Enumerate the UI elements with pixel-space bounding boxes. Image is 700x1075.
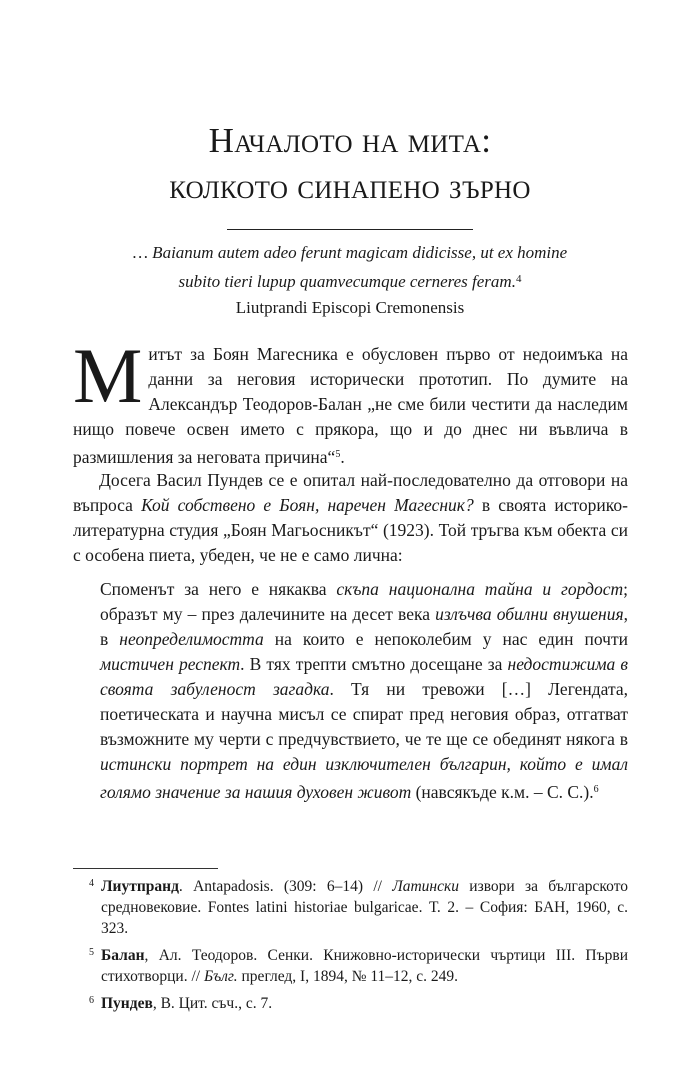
paragraph-2 (73, 468, 628, 568)
quote-part-j: недостижима в своята забуленост загадка (100, 654, 628, 699)
chapter-title-line-2: колкото синапено зърно (169, 167, 531, 206)
paragraph-1 (73, 332, 628, 470)
quote-part-i: . В тях трепти смътно досещане за (240, 654, 508, 674)
epigraph (100, 240, 600, 321)
footnote-author: Лиутпранд (101, 878, 179, 895)
footnote-text-a: . Antapadosis. (309: 6–14) // (178, 878, 393, 895)
quote-part-n: (навсякъде к.м. – С. С.). (411, 782, 594, 802)
footnote-number: 5 (89, 947, 94, 958)
block-quote (100, 577, 628, 805)
footnote-ref-5: 5 (335, 449, 341, 460)
paragraph-2-part-c: в своята историко-литературна студия „Боян Магьосникът“ (1923). Той тръгва към обекта си с особена пиета, убеден, че не е само лична: (73, 495, 628, 565)
footnote-author: Пундев (101, 995, 153, 1012)
paragraph-2-question: Кой собствено е Боян, наречен Магесник? (141, 495, 474, 515)
quote-part-d: излъчва обилни внушения (435, 604, 624, 624)
footnote-text-a: , В. Цит. съч., с. 7. (152, 995, 273, 1012)
chapter-title-line-1: Началото на мита: (208, 121, 492, 160)
footnote-4 (73, 876, 628, 939)
chapter-title (0, 118, 700, 210)
footnote-ref-4: 4 (515, 273, 522, 285)
footnote-text-b: преглед, I, 1894, № 11–12, с. 249. (237, 968, 459, 985)
footnote-number: 6 (89, 995, 94, 1006)
footnote-divider (73, 868, 218, 869)
quote-part-c: ; образът му – през далечините на десет века (100, 579, 628, 624)
footnote-6 (73, 993, 628, 1014)
footnotes (73, 876, 628, 1020)
quote-part-m: , който е имал голямо значение за нашия духовен живот (100, 754, 628, 802)
quote-part-b: скъпа национална тайна и гордост (336, 579, 624, 599)
footnote-italic: Латински (392, 878, 459, 895)
epigraph-line-2-text: subito tieri lupup quamvecumque cerneres feram. (178, 272, 516, 291)
footnote-italic: Бълг. (203, 968, 238, 985)
paragraph-1-text: итът за Боян Магесника е обусловен първо от недоимъка на данни за неговия исторически прототип. По думите на Александър Теодоров-Балан „не сме били честити да наследим нищо повече освен името с прякора, що и до днес ни въвлича в размишления за неговата причина“ (73, 344, 628, 467)
title-divider (227, 229, 473, 230)
footnote-text-a: , Ал. Теодоров. Сенки. Книжовно-исторически чъртици III. Първи стихотворци. // (101, 947, 628, 985)
footnote-text-b: извори за българското средновековие. Fontes latini historiae bulgaricae. Т. 2. – София: БАН, 1960, с. 323. (101, 878, 629, 937)
quote-part-a: Споменът за него е някаква (100, 579, 337, 599)
quote-part-l: истински портрет на един изключителен българин (100, 754, 507, 774)
epigraph-line-1: … Baianum autem adeo ferunt magicam didicisse, ut ex homine (132, 243, 568, 262)
epigraph-line-2 (100, 266, 600, 295)
quote-part-h: мистичен респект (100, 654, 241, 674)
footnote-number: 4 (89, 878, 94, 889)
quote-part-g: на които е непоколебим у нас един почти (263, 629, 629, 649)
footnote-ref-6: 6 (593, 784, 599, 795)
quote-part-f: неопределимостта (119, 629, 264, 649)
paragraph-2-part-a: Досега Васил Пундев се е опитал най-последователно да отговори на въпроса (73, 470, 628, 515)
drop-cap: М (73, 332, 143, 419)
footnote-5 (73, 945, 628, 987)
quote-part-k: . Тя ни тревожи […] Легендата, поетическата и научна мисъл се спират пред неговия образ, отгатват възможните му черти с предчувствието, че те ще се обединят някога в (100, 679, 628, 749)
epigraph-source: Liutprandi Episcopi Cremonensis (235, 298, 465, 317)
quote-part-e: , в (100, 604, 628, 649)
footnote-author: Балан (101, 947, 145, 964)
paragraph-1-end: . (340, 447, 345, 467)
